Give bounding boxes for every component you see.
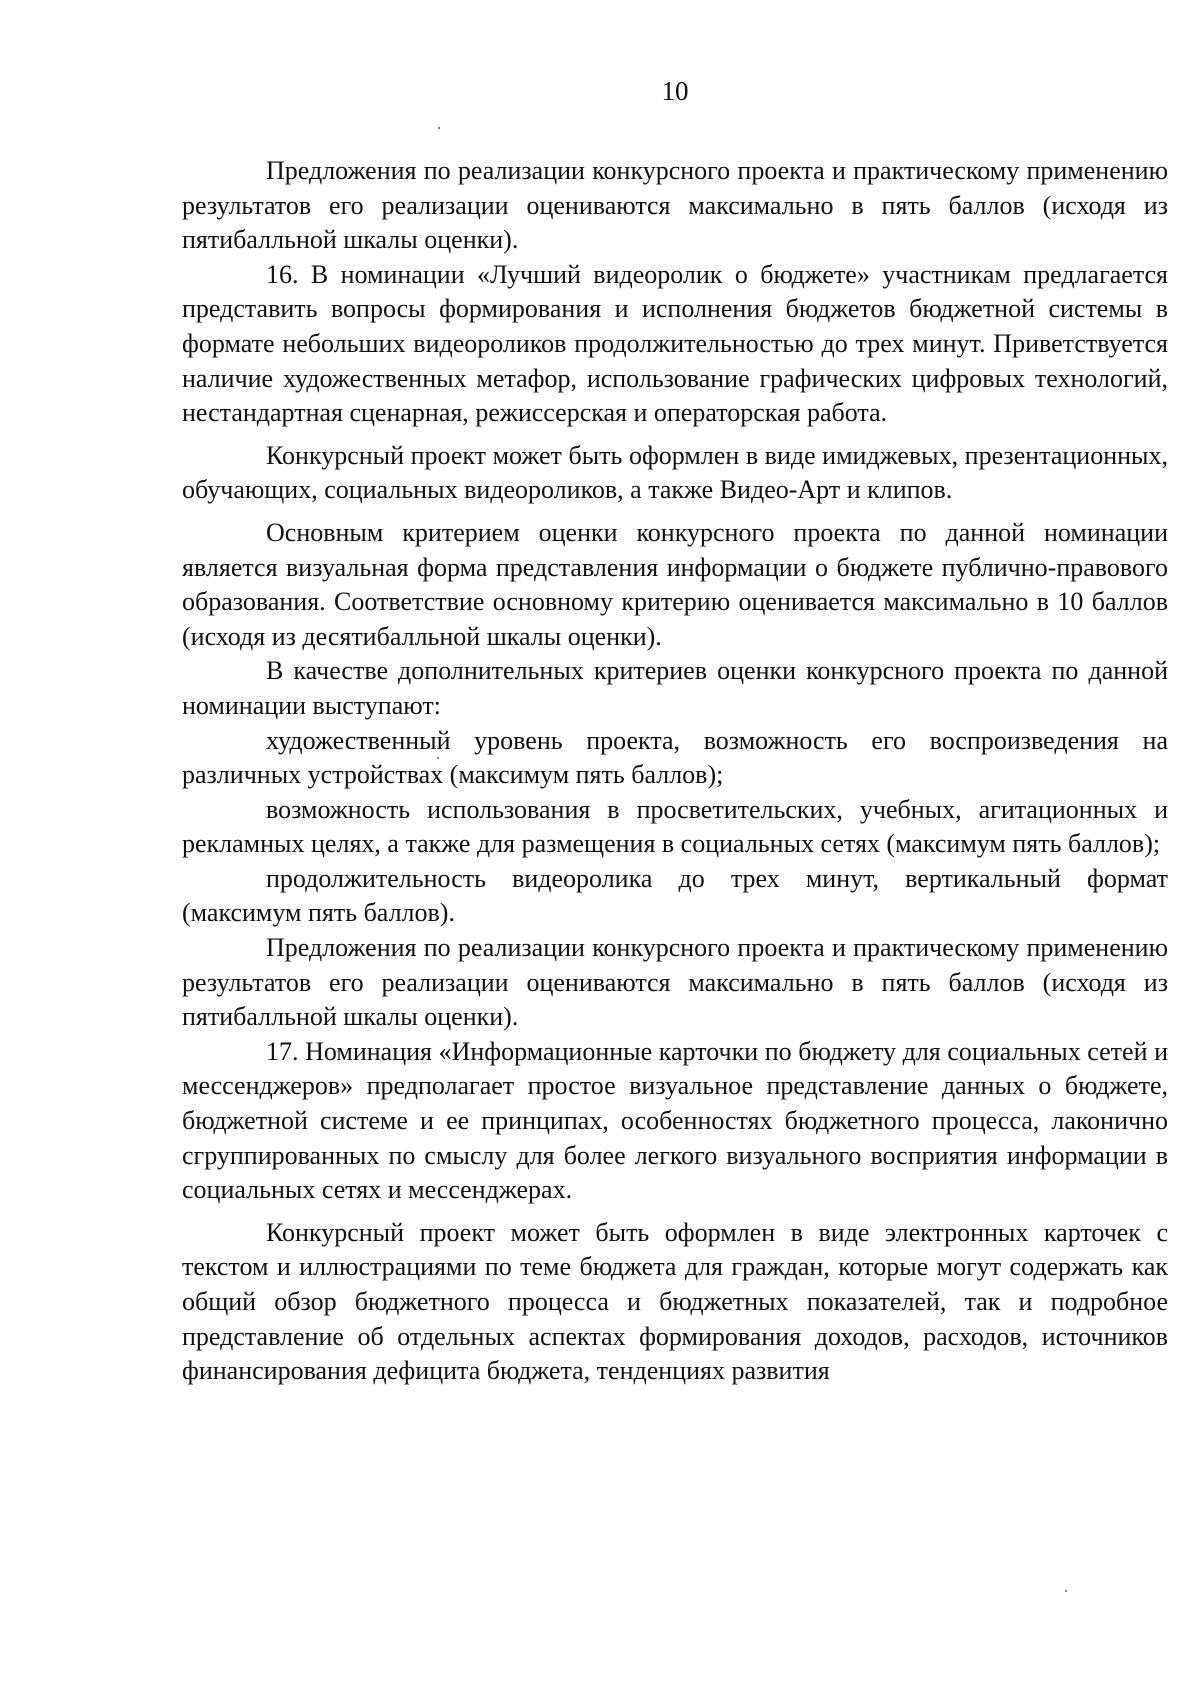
scan-speck xyxy=(438,127,440,129)
document-body xyxy=(182,154,1168,1389)
criterion-usage: возможность использования в просветительских, учебных, агитационных и рекламных целях, а также для размещения в социальных сетях (максимум пять баллов); xyxy=(182,794,1168,859)
paragraph-item-17: 17. Номинация «Информационные карточки по бюджету для социальных сетей и мессенджеров» предполагает простое визуальное представление данных о бюджете, бюджетной системе и ее принципах, особенностях бюджетного процесса, лаконично сгруппированных по смыслу для более легкого визуального восприятия информации в социальных сетях и мессенджерах. xyxy=(182,1036,1168,1205)
paragraph-additional-criteria: В качестве дополнительных критериев оценки конкурсного проекта по данной номинации выступают: xyxy=(182,656,1168,720)
criterion-duration: продолжительность видеоролика до трех минут, вертикальный формат (максимум пять баллов). xyxy=(182,863,1168,928)
scan-speck xyxy=(437,757,439,759)
scan-speck xyxy=(1065,1590,1067,1592)
paragraph-evaluation-proposals: Предложения по реализации конкурсного проекта и практическому применению результатов его реализации оцениваются максимально в пять баллов (исходя из пятибалльной шкалы оценки). xyxy=(182,156,1168,255)
criterion-artistic-level: художественный уровень проекта, возможность его воспроизведения на различных устройствах (максимум пять баллов); xyxy=(182,725,1168,790)
paragraph-cards-format: Конкурсный проект может быть оформлен в виде электронных карточек с текстом и иллюстрациями по теме бюджета для граждан, которые могут содержать как общий обзор бюджетного процесса и бюджетных показателей, так и подробное представление об отдельных аспектах формирования доходов, расходов, источников финансирования дефицита бюджета, тенденциях развития xyxy=(182,1217,1168,1386)
page-number: 10 xyxy=(661,76,689,106)
paragraph-evaluation-proposals-2: Предложения по реализации конкурсного проекта и практическому применению результатов его реализации оцениваются максимально в пять баллов (исходя из пятибалльной шкалы оценки). xyxy=(182,933,1168,1032)
paragraph-main-criterion: Основным критерием оценки конкурсного проекта по данной номинации является визуальная форма представления информации о бюджете публично-правового образования. Соответствие основному критерию оценивается максимально в 10 баллов (исходя из десятибалльной шкалы оценки). xyxy=(182,517,1168,651)
paragraph-item-16: 16. В номинации «Лучший видеоролик о бюджете» участникам предлагается представить вопросы формирования и исполнения бюджетов бюджетной системы в формате небольших видеороликов продолжительностью до трех минут. Приветствуется наличие художественных метафор, использование графических цифровых технологий, нестандартная сценарная, режиссерская и операторская работа. xyxy=(182,259,1168,428)
paragraph-video-formats: Конкурсный проект может быть оформлен в виде имиджевых, презентационных, обучающих, социальных видеороликов, а также Видео-Арт и клипов. xyxy=(182,440,1168,505)
